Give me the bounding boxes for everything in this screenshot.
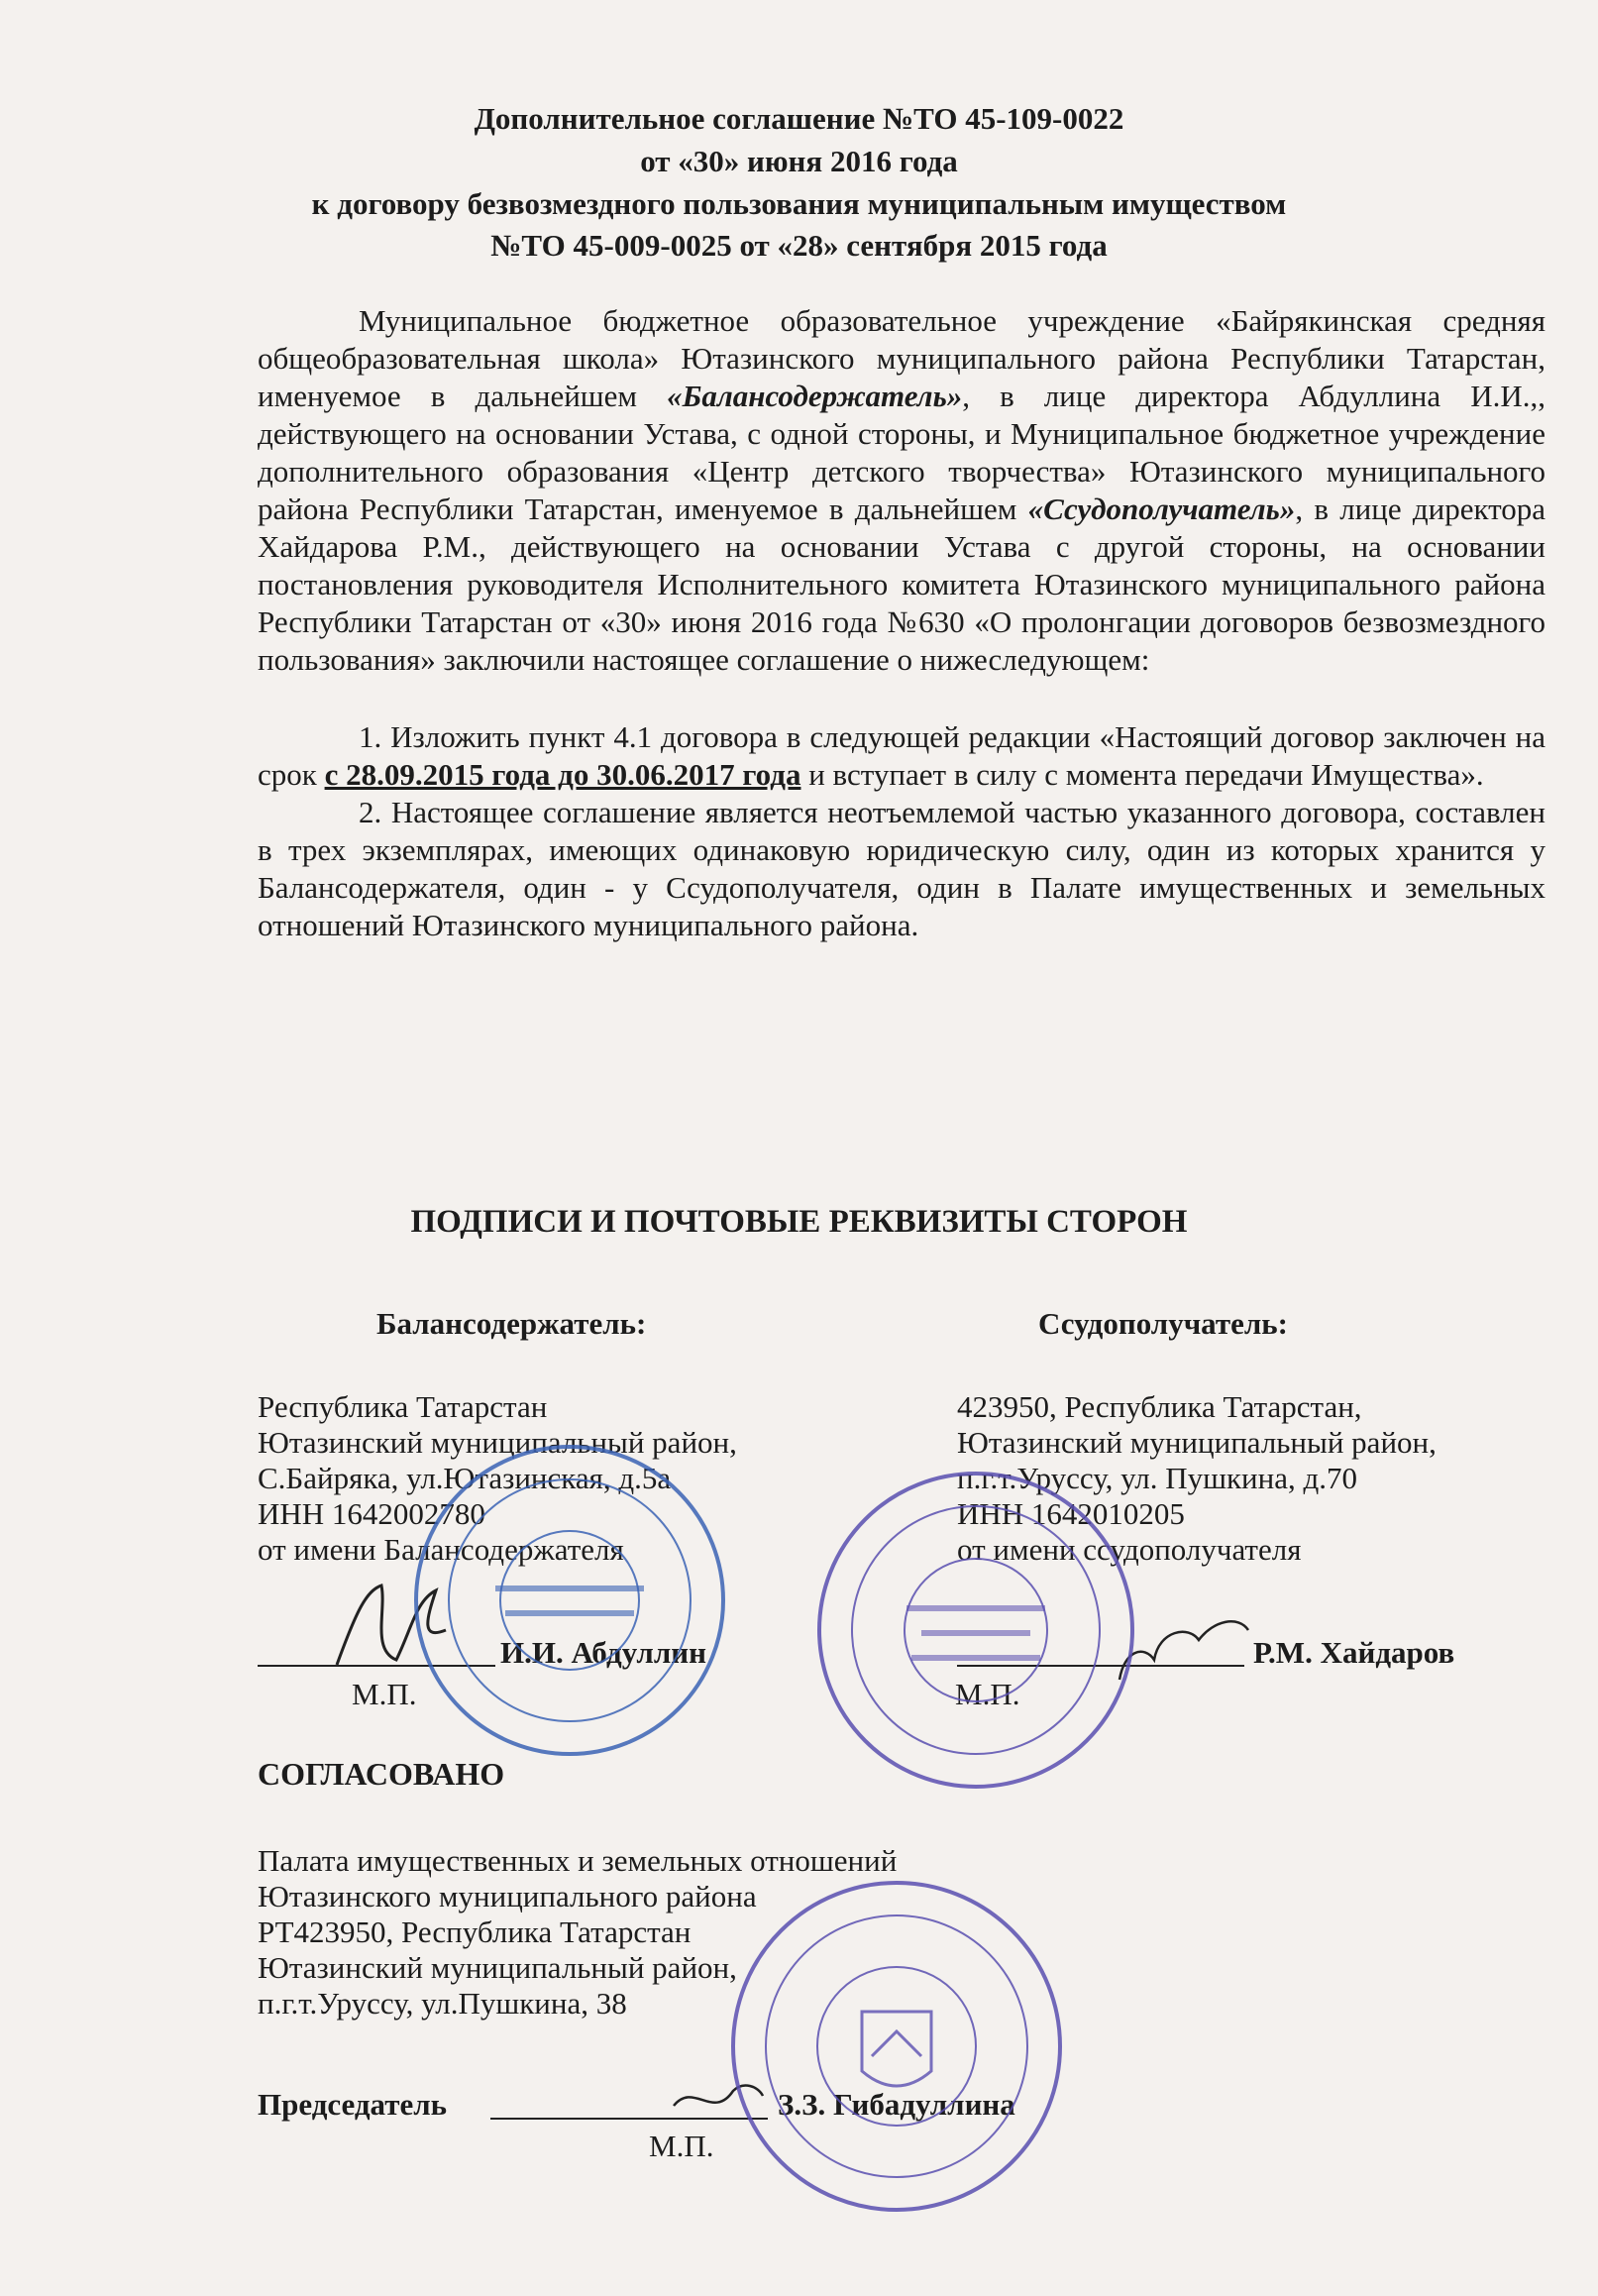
chamber-round-stamp — [723, 1873, 1070, 2220]
left-party-line: от имени Балансодержателя — [258, 1532, 624, 1567]
left-party-line: Республика Татарстан — [258, 1389, 548, 1424]
school-round-stamp — [406, 1437, 733, 1764]
right-mp: М.П. — [955, 1677, 1020, 1711]
clause-1-text-b: и вступает в силу с момента передачи Имущества». — [800, 757, 1484, 792]
right-party-line: Ютазинский муниципальный район, — [957, 1425, 1437, 1460]
approval-heading: СОГЛАСОВАНО — [258, 1756, 505, 1792]
title-line-2: от «30» июня 2016 года — [640, 144, 958, 178]
approval-line: п.г.т.Уруссу, ул.Пушкина, 38 — [258, 1986, 627, 2021]
clause-1 — [258, 718, 1545, 794]
right-party-heading: Ссудополучатель: — [1038, 1306, 1288, 1341]
right-party-line: 423950, Республика Татарстан, — [957, 1389, 1362, 1424]
left-party-line: ИНН 1642002780 — [258, 1496, 485, 1531]
title-line-1: Дополнительное соглашение №ТО 45-109-0022 — [474, 101, 1124, 136]
right-party-line: ИНН 1642010205 — [957, 1496, 1185, 1531]
balance-holder-term: «Балансодержатель» — [667, 379, 963, 413]
signatures-heading: ПОДПИСИ И ПОЧТОВЫЕ РЕКВИЗИТЫ СТОРОН — [410, 1204, 1188, 1240]
intro-paragraph — [258, 302, 1545, 679]
left-party-line: Ютазинский муниципальный район, — [258, 1425, 737, 1460]
intro-text-3: , в лице директора Хайдарова Р.М., действующего на основании Устава с другой стороны, на основании постановления руководителя Исполнительного комитета Ютазинского муниципального района Республики Татарстан от «30» июня 2016 года №630 «О пролонгации договоров безвозмездного пользования» заключили настоящее соглашение о нижеследующем: — [258, 492, 1545, 677]
approval-line: Палата имущественных и земельных отношений — [258, 1843, 898, 1878]
left-signer-name: И.И. Абдуллин — [500, 1635, 706, 1670]
title-line-3: к договору безвозмездного пользования муниципальным имуществом — [311, 186, 1287, 221]
approval-line: РТ423950, Республика Татарстан — [258, 1914, 692, 1949]
approval-mp: М.П. — [649, 2129, 714, 2163]
clause-1-term: с 28.09.2015 года до 30.06.2017 года — [324, 757, 801, 792]
intro-text-2: , в лице директора Абдуллина И.И.,, действующего на основании Устава, с одной стороны, и Муниципальное бюджетное учреждение дополнительного образования «Центр детского творчества» Ютазинского муниципального района Республики Татарстан, именуемое в дальнейшем — [258, 379, 1545, 526]
borrower-term: «Ссудополучатель» — [1027, 492, 1296, 526]
intro-text-1: Муниципальное бюджетное образовательное учреждение «Байрякинская средняя общеобразовательная школа» Ютазинского муниципального района Республики Татарстан, именуемое в дальнейшем — [258, 303, 1545, 413]
clause-1-text-a: 1. Изложить пункт 4.1 договора в следующей редакции «Настоящий договор заключен на срок — [258, 719, 1545, 792]
agreement-body — [258, 302, 1545, 944]
approval-line: Ютазинского муниципального района — [258, 1879, 757, 1913]
chair-signer-name: З.З. Гибадуллина — [778, 2087, 1015, 2122]
left-mp: М.П. — [352, 1677, 417, 1711]
center-round-stamp — [812, 1467, 1139, 1794]
title-line-4: №ТО 45-009-0025 от «28» сентября 2015 года — [490, 228, 1108, 263]
right-party-line: п.г.т.Уруссу, ул. Пушкина, д.70 — [957, 1461, 1357, 1495]
clause-2: 2. Настоящее соглашение является неотъемлемой частью указанного договора, составлен в трех экземплярах, имеющих одинаковую юридическую силу, один из которых хранится у Балансодержателя, один - у Ссудополучателя, один в Палате имущественных и земельных отношений Ютазинского муниципального района. — [258, 795, 1545, 942]
left-party-line: С.Байряка, ул.Ютазинская, д.5а — [258, 1461, 672, 1495]
approval-line: Ютазинский муниципальный район, — [258, 1950, 737, 1985]
right-signer-name: Р.М. Хайдаров — [1253, 1635, 1455, 1670]
left-party-heading: Балансодержатель: — [376, 1306, 647, 1341]
right-party-line: от имени ссудополучателя — [957, 1532, 1302, 1567]
chair-label: Председатель — [258, 2087, 448, 2122]
